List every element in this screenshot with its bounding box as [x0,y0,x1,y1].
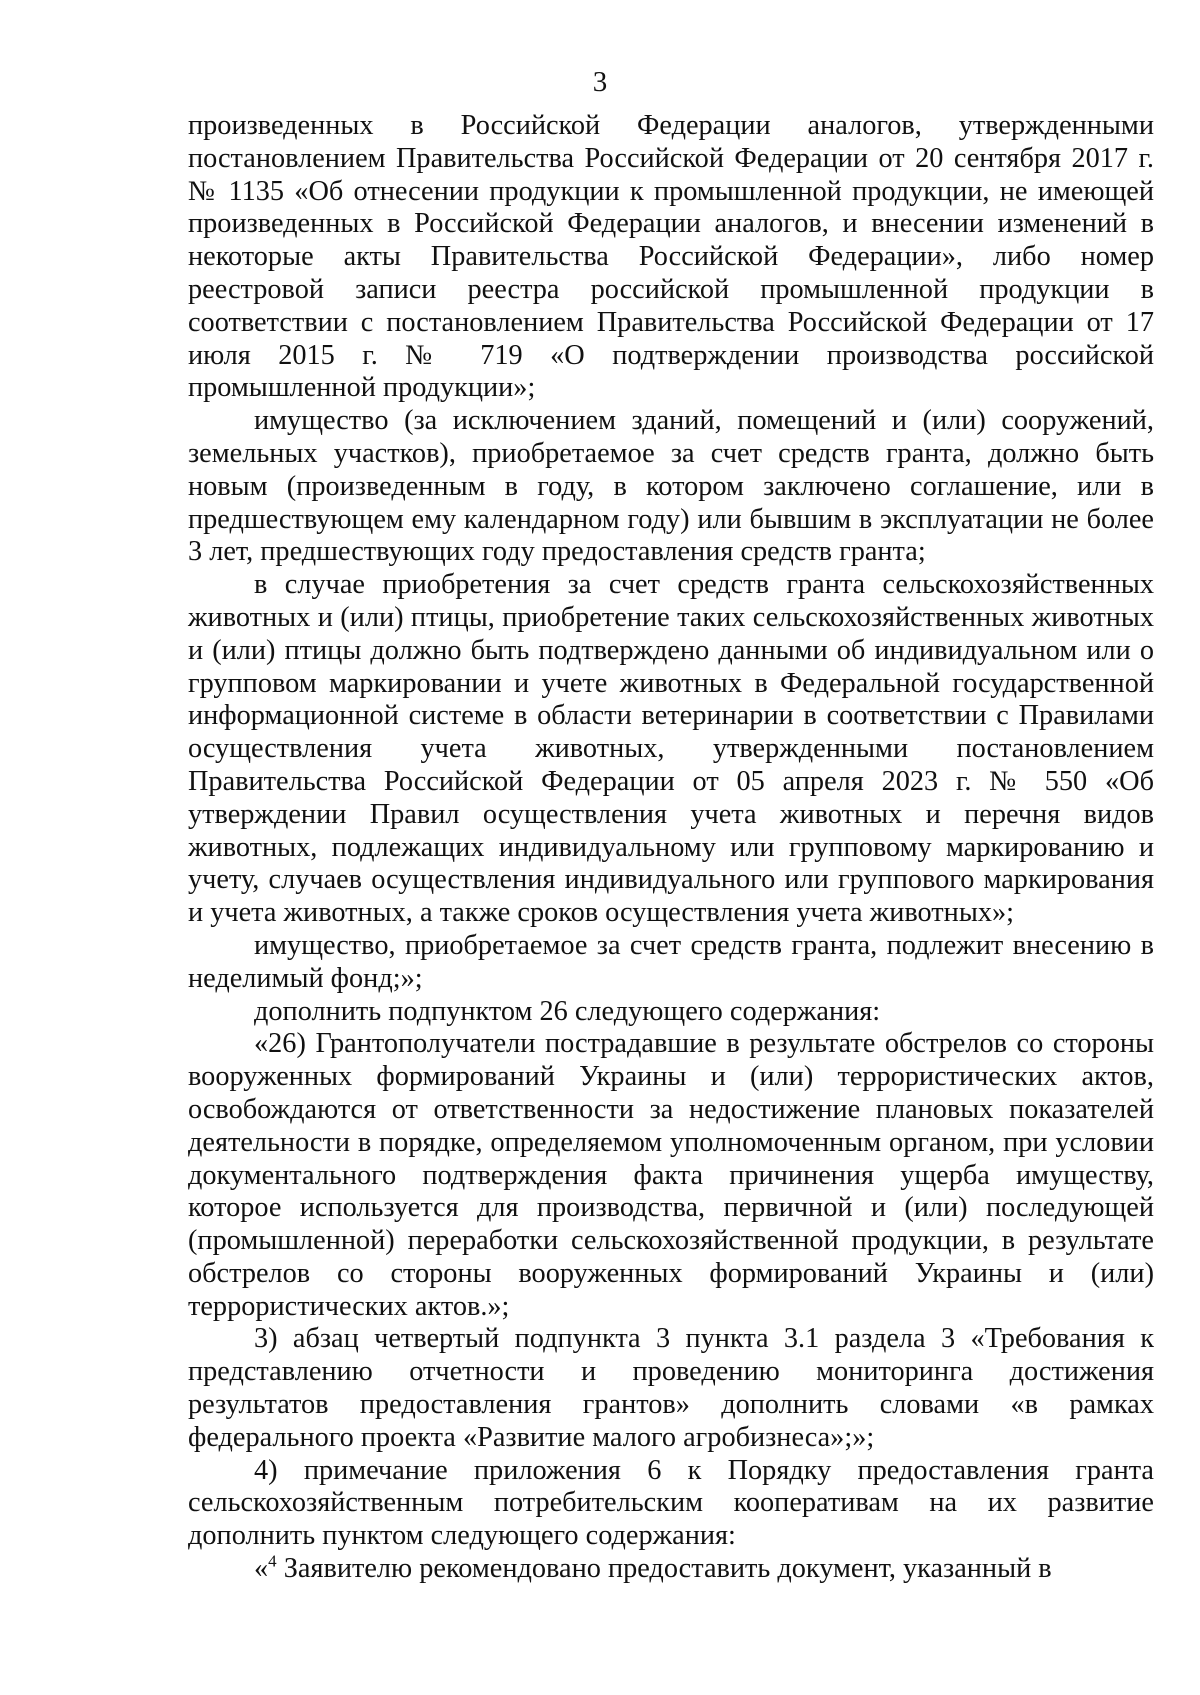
footnote-text: Заявителю рекомендовано предоставить документ, указанный в [276,1553,1052,1585]
footnote-marker: 4 [268,1551,277,1571]
paragraph-add-subclause-26: дополнить подпунктом 26 следующего содержания: [254,995,881,1027]
paragraph-footnote-start [188,1553,1154,1586]
paragraph-animals-marking: в случае приобретения за счет средств гранта сельскохозяйственных животных и (или) птицы, приобретение таких сельскохозяйственных животных и (или) птицы должно быть подтверждено данными об индивидуальном или о групповом маркировании и учете животных в Федеральной государственной информационной системе в области ветеринарии в соответствии с Правилами осуществления учета животных, утвержденными постановлением Правительства Российской Федерации от 05 апреля 2023 г. № 550 «Об утверждении Правил осуществления учета животных и перечня видов животных, подлежащих индивидуальному или групповому маркированию и учету, случаев осуществления индивидуального или группового маркирования и учета животных, а также сроков осуществления учета животных»; [188,569,1154,929]
paragraph-analogs-continuation: произведенных в Российской Федерации аналогов, утвержденными постановлением Правительства Российской Федерации от 20 сентября 2017 г. № 1135 «Об отнесении продукции к промышленной продукции, не имеющей произведенных в Российской Федерации аналогов, и внесении изменений в некоторые акты Правительства Российской Федерации», либо номер реестровой записи реестра российской промышленной продукции в соответствии с постановлением Правительства Российской Федерации от 17 июля 2015 г. № 719 «О подтверждении производства российской промышленной продукции»; [188,110,1154,404]
paragraph-property-new: имущество (за исключением зданий, помещений и (или) сооружений, земельных участков), приобретаемое за счет средств гранта, должно быть новым (произведенным в году, в котором заключено соглашение, или в предшествующем ему календарном году) или бывшим в эксплуатации не более 3 лет, предшествующих году предоставления средств гранта; [188,405,1154,568]
open-quote: « [254,1553,269,1585]
paragraph-item-4: 4) примечание приложения 6 к Порядку предоставления гранта сельскохозяйственным потребительским кооперативам на их развитие дополнить пунктом следующего содержания: [188,1454,1154,1552]
page-number: 3 [592,66,608,98]
paragraph-subclause-26: «26) Грантополучатели пострадавшие в результате обстрелов со стороны вооруженных формирований Украины и (или) террористических актов, освобождаются от ответственности за недостижение плановых показателей деятельности в порядке, определяемом уполномоченным органом, при условии документального подтверждения факта причинения ущерба имуществу, которое используется для производства, первичной и (или) последующей (промышленной) переработки сельскохозяйственной продукции, в результате обстрелов со стороны вооруженных формирований Украины и (или) террористических актов.»; [188,1028,1154,1322]
document-body [188,110,1154,1586]
paragraph-item-3: 3) абзац четвертый подпункта 3 пункта 3.1 раздела 3 «Требования к представлению отчетности и проведению мониторинга достижения результатов предоставления грантов» дополнить словами «в рамках федерального проекта «Развитие малого агробизнеса»;»; [188,1323,1154,1453]
paragraph-indivisible-fund: имущество, приобретаемое за счет средств гранта, подлежит внесению в неделимый фонд;»; [188,929,1154,994]
